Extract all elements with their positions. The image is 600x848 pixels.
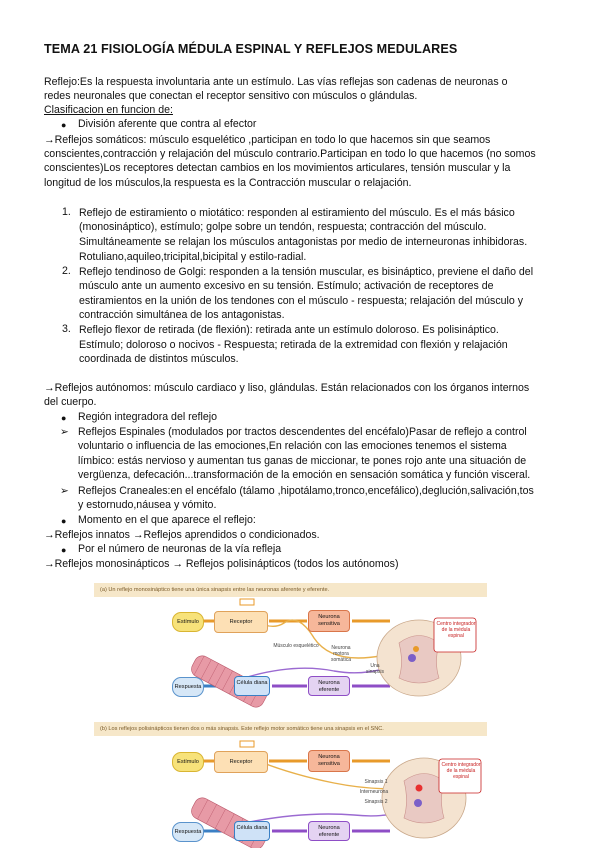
autonomic-line: del cuerpo. — [44, 396, 97, 408]
list-line: Simultáneamente se relajan los músculos antagonistas por medio de interneuronas inhibidoras. — [79, 236, 528, 248]
somatic-line: longitud de los músculos,la respuesta es la Contracción muscular o relajación. — [44, 177, 412, 189]
figure-graphics — [94, 583, 487, 848]
bullet-icon: ● — [61, 545, 67, 555]
list-line: (monosináptico), estímulo; golpe sobre un tendón, respuesta; contracción del músculo. — [79, 221, 487, 233]
synapse2-label: Sinapsis 2 — [364, 799, 388, 805]
figure-caption-b: (b) Los reflejos polisinápticos tienen dos o más sinapsis. Este reflejo motor somático tiene una sinapsis en el SNC. — [94, 722, 487, 736]
response-box-a: Respuesta — [172, 677, 204, 697]
synapse-label-a: Una sinapsis — [365, 663, 385, 675]
interneuron-label: Interneurona — [359, 789, 389, 795]
arrow-bullet-icon: ➢ — [60, 485, 69, 497]
motor-neuron-label-a: Neurona motora somática — [330, 645, 351, 663]
bullet-icon: ● — [61, 120, 67, 130]
intro-line: redes neuronales que conectan el receptor sensitivo con músculos o glándulas. — [44, 90, 418, 102]
bullet-icon: ● — [61, 516, 67, 526]
autonomic-line: →Reflejos autónomos: músculo cardiaco y liso, glándulas. Están relacionados con los órganos internos — [44, 382, 530, 394]
response-box-b: Respuesta — [172, 822, 204, 842]
arrow-bullet-text: límbico: estás nervioso y aumentan tus ganas de miccionar, te pones rojo ante una situación de — [78, 455, 527, 467]
arrow-bullet-text: Reflejos Craneales:en el encéfalo (tálamo ,hipotálamo,tronco,encefálico),deglución,salivación,tos — [78, 485, 534, 497]
somatic-line: →Reflejos somáticos: músculo esquelético ,participan en todo lo que hacemos sin que seamos — [44, 134, 491, 146]
bullet-text: Región integradora del reflejo — [78, 411, 217, 423]
receptor-box-b: Receptor — [214, 751, 268, 773]
innate-line: →Reflejos innatos →Reflejos aprendidos o condicionados. — [44, 529, 320, 541]
list-line: Reflejo tendinoso de Golgi: responden a la tensión muscular, es bisináptico, previene el daño del — [79, 266, 534, 278]
muscle-label-a: Músculo esquelético — [273, 643, 319, 649]
integrating-center-label-b: Centro integrador de la médula espinal — [441, 762, 481, 780]
figure-caption-a: (a) Un reflejo monosináptico tiene una única sinapsis entre las neuronas aferente y eferente. — [94, 583, 487, 597]
arrow-bullet-icon: ➢ — [60, 426, 69, 438]
hammer-icon — [240, 741, 254, 747]
bullet-text: División aferente que contra al efector — [78, 118, 257, 130]
list-line: estiramientos en la unión de los tendones con el músculo - respuesta; relajación del músculo y — [79, 295, 524, 307]
list-line: contracción simultánea de los antagonistas. — [79, 309, 285, 321]
list-number: 2. — [62, 265, 71, 277]
arrow-bullet-text: y estornudo,náusea y vómito. — [78, 499, 217, 511]
efferent-neuron-box-a: Neurona eferente — [308, 676, 350, 696]
efferent-neuron-box-b: Neurona eferente — [308, 821, 350, 841]
synapse1-label: Sinapsis 1 — [364, 779, 388, 785]
list-line: Reflejo de estiramiento o miotático: responden al estiramiento del músculo. Es el más básico — [79, 207, 515, 219]
classification-heading: Clasificacion en funcion de: — [44, 104, 173, 116]
stimulus-box-a: Estímulo — [172, 612, 204, 632]
intro-line: Reflejo:Es la respuesta involuntaria ante un estímulo. Las vías reflejas son cadenas de neuronas o — [44, 76, 508, 88]
arrow-bullet-text: voluntario o influencia de las emociones,En relación con las emociones tenemos el sistema — [78, 440, 507, 452]
list-number: 1. — [62, 206, 71, 218]
page-title: TEMA 21 FISIOLOGÍA MÉDULA ESPINAL Y REFLEJOS MEDULARES — [44, 42, 458, 56]
reflex-figure — [94, 583, 487, 848]
target-cell-box-b: Célula diana — [234, 821, 270, 841]
list-line: músculo ante un aumento excesivo en su tensión. Estímulo; activación de receptores de — [79, 280, 494, 292]
bullet-text: Momento en el que aparece el reflejo: — [78, 514, 256, 526]
list-number: 3. — [62, 323, 71, 335]
bullet-text: Por el número de neuronas de la vía refleja — [78, 543, 282, 555]
arrow-bullet-text: Reflejos Espinales (modulados por tractos descendentes del encéfalo)Pasar de reflejo a control — [78, 426, 527, 438]
integrating-center-label-a: Centro integrador de la médula espinal — [436, 621, 476, 639]
list-line: Estímulo; doloroso o nocivos - Respuesta; retirada de la extremidad con flexión y relajación — [79, 339, 508, 351]
receptor-box-a: Receptor — [214, 611, 268, 633]
arrow-bullet-text: vergüenza, defecación...transformación de la emoción en sensación somática y función visceral. — [78, 469, 531, 481]
target-cell-box-a: Célula diana — [234, 676, 270, 696]
mono-line: →Reflejos monosinápticos → Reflejos polisinápticos (todos los autónomos) — [44, 558, 399, 570]
list-line: Rotuliano,aquileo,tricipital,bicipital y estilo-radial. — [79, 251, 307, 263]
list-line: Reflejo flexor de retirada (de flexión): retirada ante un estímulo doloroso. Es polisináptico. — [79, 324, 499, 336]
somatic-line: conscientes)Los receptores detectan cambios en los movimientos articulares, tensión muscular y la — [44, 162, 511, 174]
stimulus-box-b: Estímulo — [172, 752, 204, 772]
bullet-icon: ● — [61, 413, 67, 423]
sensory-neuron-box-a: Neurona sensitiva — [308, 610, 350, 632]
somatic-line: conscientes,contracción y relajación del músculo contrario.Participan en todo lo que hacemos (no somos — [44, 148, 536, 160]
sensory-neuron-box-b: Neurona sensitiva — [308, 750, 350, 772]
list-line: coordinada de distintos músculos. — [79, 353, 239, 365]
hammer-icon — [240, 599, 254, 605]
